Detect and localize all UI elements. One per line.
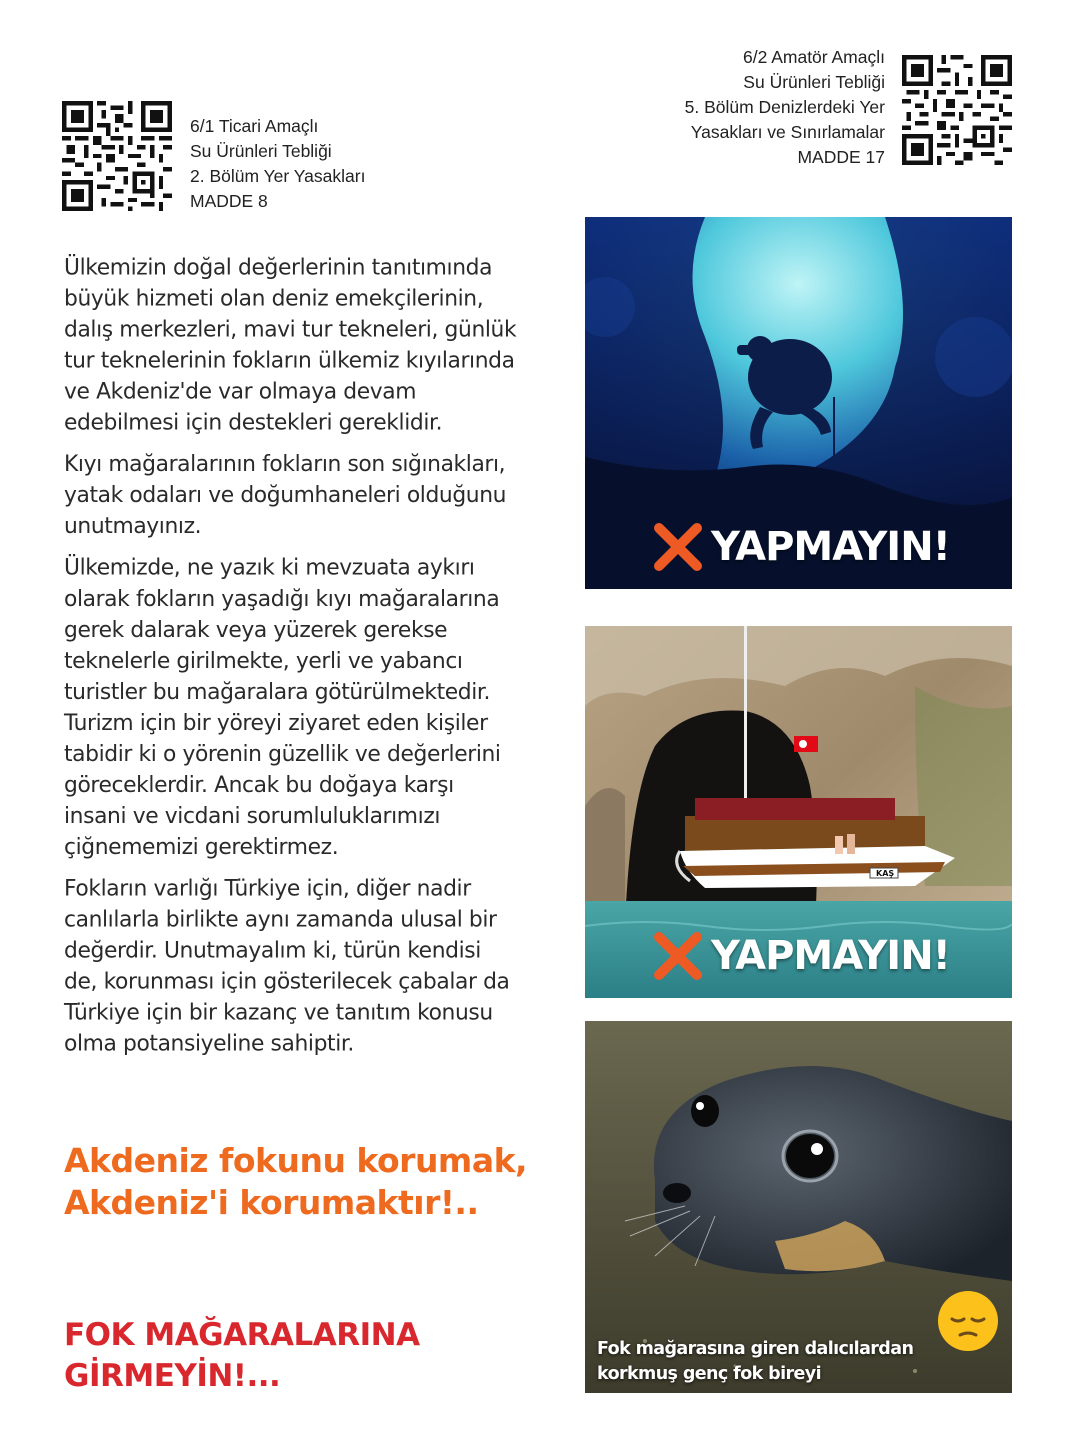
qr-code-icon [62,101,172,211]
slogan-line: Akdeniz'i korumaktır!.. [64,1183,479,1222]
qr-left-caption-line: Su Ürünleri Tebliği [190,141,332,161]
qr-right-caption-line: 5. Bölüm Denizlerdeki Yer [684,97,885,117]
qr-code-right[interactable] [902,55,1012,165]
slogan [64,1140,527,1224]
qr-right-caption-line: MADDE 17 [797,147,885,167]
qr-left-caption-line: 2. Bölüm Yer Yasakları [190,166,366,186]
slogan-line: Akdeniz fokunu korumak, [64,1141,528,1180]
warning-heading [64,1315,420,1397]
dont-do-badge [653,928,950,984]
qr-right-caption-line: Yasakları ve Sınırlamalar [690,122,885,142]
paragraph: Ülkemizde, ne yazık ki mevzuata aykırı olarak fokların yaşadığı kıyı mağaralarına gerek dalarak veya yüzerek gerekse teknelerle girilmekte, yerli ve yabancı turistler bu mağaralara götürülmektedir. Turizm için bir yöreyi ziyaret eden kişiler tabidir ki o yörenin güzellik ve değerlerini göreceklerdir. Ancak bu doğaya karşı insani ve vicdani sorumluluklarımızı çiğnememizi gerektirmez. [64,555,501,860]
qr-code-icon [902,55,1012,165]
qr-right-caption [685,45,885,170]
boat-cave-photo [585,626,1012,998]
sad-face-icon [936,1289,1000,1353]
qr-left-caption-line: 6/1 Ticari Amaçlı [190,116,319,136]
qr-code-left[interactable] [62,101,172,211]
qr-left-caption [190,114,365,214]
diver-cave-photo [585,217,1012,589]
qr-left-caption-line: MADDE 8 [190,191,268,211]
dont-do-badge [653,519,950,575]
warning-line: GİRMEYİN!... [64,1358,281,1394]
seal-photo [585,1021,1012,1393]
qr-right-caption-line: Su Ürünleri Tebliği [743,72,885,92]
warning-line: FOK MAĞARALARINA [64,1317,420,1353]
cross-icon [653,931,703,981]
paragraph: Fokların varlığı Türkiye için, diğer nadir canlılarla birlikte aynı zamanda ulusal bir değerdir. Unutmayalım ki, türün kendisi de, korunması için gösterilecek çabalar da Türkiye için bir kazanç ve tanıtım konusu olma potansiyeline sahiptir. [64,876,510,1057]
dont-do-label: YAPMAYIN! [711,933,950,979]
seal-caption-line: korkmuş genç fok bireyi [597,1364,821,1384]
body-text [64,252,520,1070]
qr-right-caption-line: 6/2 Amatör Amaçlı [742,47,885,67]
paragraph: Ülkemizin doğal değerlerinin tanıtımında büyük hizmeti olan deniz emekçilerinin, dalış merkezleri, mavi tur tekneleri, günlük tur teknelerinin fokların ülkemiz kıyılarında ve Akdeniz'de var olmaya devam edebilmesi için destekleri gereklidir. [64,254,517,436]
seal-caption-line: Fok mağarasına giren dalıcılardan [597,1339,914,1359]
dont-do-label: YAPMAYIN! [711,524,950,570]
cross-icon [653,522,703,572]
boat-sign: KAŞ [876,869,895,878]
seal-caption [597,1337,913,1387]
paragraph: Kıyı mağaralarının fokların son sığınakları, yatak odaları ve doğumhaneleri olduğunu unutmayınız. [64,451,507,539]
